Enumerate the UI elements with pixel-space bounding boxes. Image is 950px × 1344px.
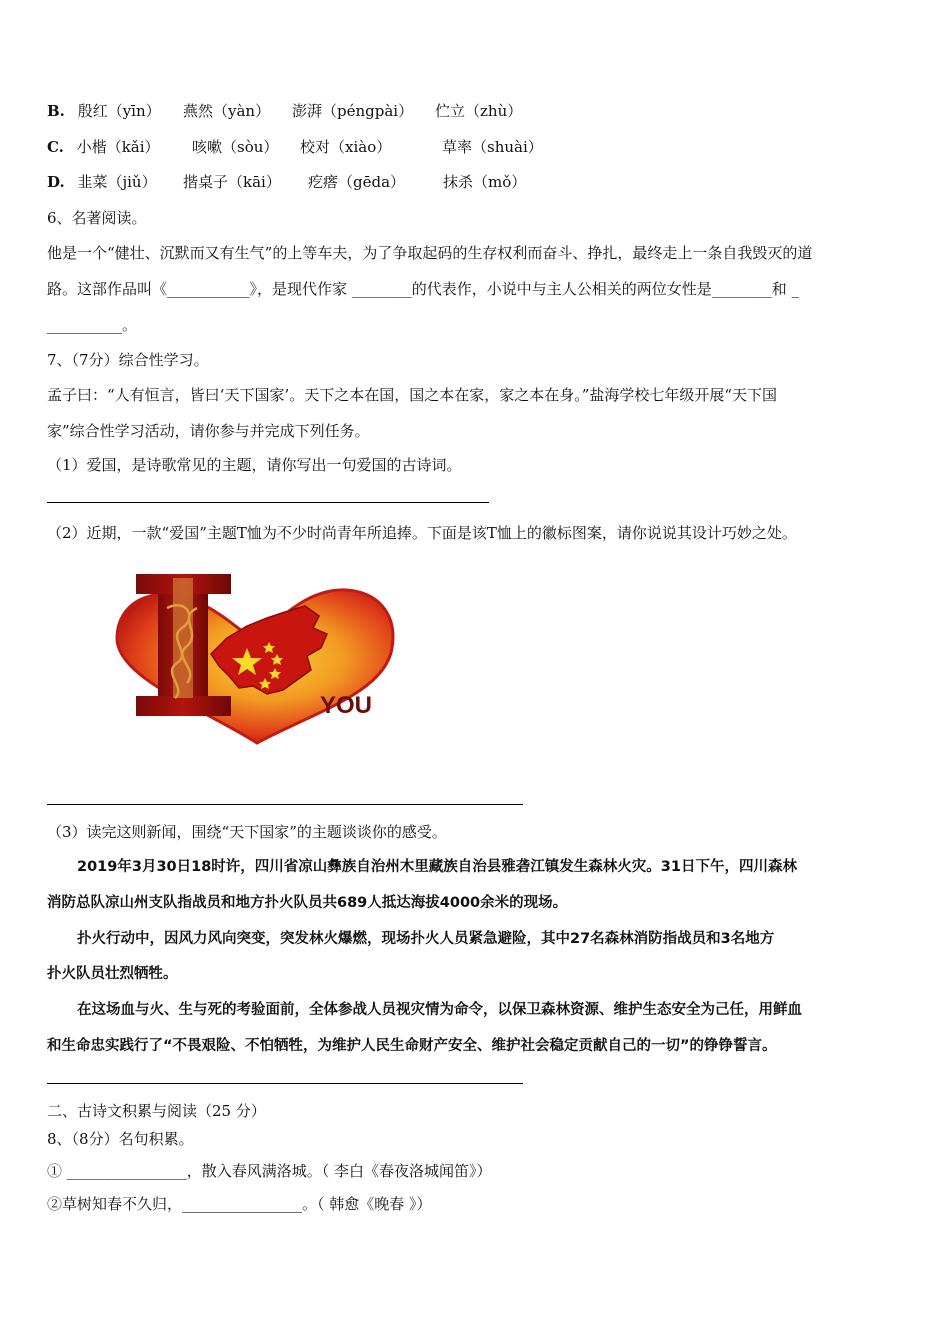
option-d — [47, 172, 157, 192]
emblem-you-text: YOU — [320, 692, 373, 719]
news-paragraph: 扑火行动中，因风力风向突变，突发林火爆燃，现场扑火人员紧急避险，其中27名森林消防指战员和3名地方 — [77, 931, 775, 947]
question-6-text: __________。 — [47, 316, 138, 334]
pillar-icon — [173, 578, 193, 698]
option-item: 抹杀（mǒ） — [443, 173, 527, 191]
answer-line — [47, 804, 523, 805]
option-label: B. — [47, 102, 65, 120]
option-item: 澎湃（péngpài） — [292, 102, 414, 120]
option-b — [47, 101, 161, 121]
answer-line — [47, 502, 489, 503]
question-7-sub2: （2）近期，一款“爱国”主题T恤为不少时尚青年所追捧。下面是该T恤上的徽标图案，请你说说其设计巧妙之处。 — [47, 524, 797, 542]
question-6-text: 他是一个“健壮、沉默而又有生气”的上等车夫，为了争取起码的生存权利而奋斗、挣扎，最终走上一条自我毁灭的道 — [47, 244, 813, 262]
emblem-letter: I — [107, 553, 114, 572]
option-item: 伫立（zhù） — [435, 102, 523, 120]
option-item: 小楷（kǎi） — [76, 138, 160, 156]
question-8-item: ②草树知春不久归，________________。（ 韩愈《晚春 》） — [47, 1195, 432, 1213]
question-8-item: ① ________________，散入春风满洛城。（ 李白《春夜洛城闻笛》） — [47, 1162, 492, 1180]
question-7-intro: 孟子曰：“人有恒言，皆曰‘天下国家’。天下之本在国，国之本在家，家之本在身。”盐海学校七年级开展“天下国 — [47, 386, 778, 404]
option-label: C. — [47, 138, 64, 156]
option-item: 疙瘩（gēda） — [308, 173, 406, 191]
answer-line — [47, 1083, 523, 1084]
question-6-text: 路。这部作品叫《___________》，是现代作家 ________的代表作，小说中与主人公相关的两位女性是________和 _ — [47, 280, 800, 298]
news-paragraph: 2019年3月30日18时许，四川省凉山彝族自治州木里藏族自治县雅砻江镇发生森林火灾。31日下午，四川森林 — [77, 859, 797, 875]
option-label: D. — [47, 173, 65, 191]
question-6-title: 6、名著阅读。 — [47, 209, 147, 227]
option-item: 咳嗽（sòu） — [192, 138, 279, 156]
question-7-intro: 家”综合性学习活动，请你参与并完成下列任务。 — [47, 422, 370, 440]
option-item: 燕然（yàn） — [183, 102, 271, 120]
question-7-sub1: （1）爱国，是诗歌常见的主题，请你写出一句爱国的古诗词。 — [47, 456, 462, 474]
option-item: 校对（xiào） — [300, 138, 392, 156]
option-item: 韭菜（jiǔ） — [77, 173, 157, 191]
news-paragraph: 在这场血与火、生与死的考验面前，全体参战人员视灾情为命令，以保卫森林资源、维护生态安全为己任，用鲜血 — [77, 1002, 802, 1018]
option-item: 揩桌子（kāi） — [183, 173, 281, 191]
question-7-sub3: （3）读完这则新闻，围绕“天下国家”的主题谈谈你的感受。 — [47, 823, 447, 841]
option-item: 草率（shuài） — [442, 138, 543, 156]
news-paragraph: 扑火队员壮烈牺牲。 — [47, 966, 178, 982]
question-7-title: 7、（7分）综合性学习。 — [47, 351, 209, 369]
question-8-title: 8、（8分）名句积累。 — [47, 1130, 194, 1148]
section-2-title: 二、古诗文积累与阅读（25 分） — [47, 1102, 266, 1120]
option-item: 殷红（yīn） — [77, 102, 161, 120]
news-paragraph: 和生命忠实践行了“不畏艰险、不怕牺牲，为维护人民生命财产安全、维护社会稳定贡献自己的一切”的铮铮誓言。 — [47, 1038, 777, 1054]
i-love-china-emblem — [107, 553, 407, 748]
option-c — [47, 137, 160, 157]
news-paragraph: 消防总队凉山州支队指战员和地方扑火队员共689人抵达海拔4000余米的现场。 — [47, 895, 568, 911]
